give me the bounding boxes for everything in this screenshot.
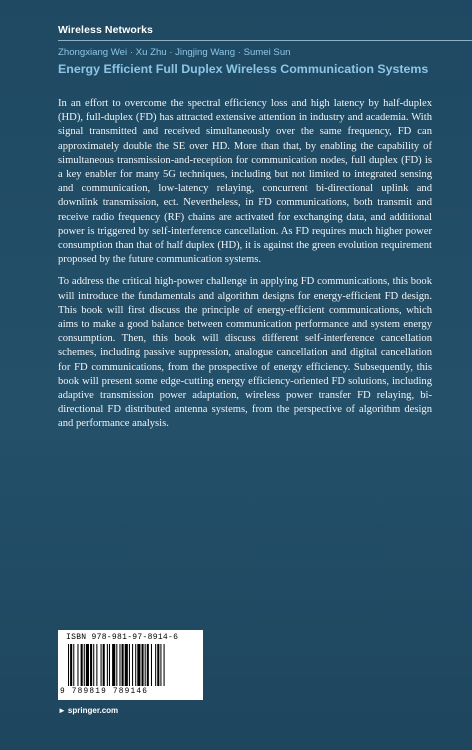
publisher-link[interactable] [58,706,118,715]
arrow-icon: ► [58,706,66,715]
barcode-digits: 9 789819 789146 [60,688,149,696]
isbn: ISBN 978-981-97-8914-6 [66,633,179,642]
barcode-bars [68,644,196,686]
blurb [58,97,432,440]
blurb-paragraph: In an effort to overcome the spectral efficiency loss and high latency by half-duplex (HD), full-duplex (FD) has attracted extensive attention in industry and academia. With signal transmitted and received simultaneously over the same frequency, FD can approximately double the SE over HD. More than that, by enabling the capability of simultaneous transmission-and-reception for communication nodes, full duplex (FD) is a key enabler for many 5G techniques, including but not limited to integrated sensing and communication, low-latency relaying, concurrent bi-directional uplink and downlink transmission, ect. Nevertheless, in FD communications, both transmit and receive radio frequency (RF) chains are activated for exchanging data, and additional power is triggered by self-interference cancellation. As FD requires much higher power consumption than that of half duplex (HD), it is against the green evolution requirement proposed by the future communication systems. [58,98,432,266]
authors: Zhongxiang Wei · Xu Zhu · Jingjing Wang · Sumei Sun [58,47,291,58]
blurb-paragraph: To address the critical high-power challenge in applying FD communications, this book will introduce the fundamentals and algorithm designs for energy-efficient FD design. This book will first discuss the principle of energy-efficient communications, which aims to make a good balance between communication performance and system energy consumption. Then, this book will discuss different self-interference cancellation schemes, including passive suppression, analogue cancellation and digital cancellation for FD communications, from the prospective of energy efficiency. Subsequently, this book will present some edge-cutting energy efficiency-oriented FD solutions, including adaptive transmission power adaptation, wireless power transfer FD relaying, bi-directional FD distributed antenna systems, from the perspective of algorithm design and performance analysis. [58,276,432,430]
barcode [58,630,203,700]
book-title: Energy Efficient Full Duplex Wireless Communication Systems [58,62,429,76]
series-name: Wireless Networks [58,24,153,36]
publisher-url: springer.com [67,706,119,715]
series-divider [58,40,472,41]
